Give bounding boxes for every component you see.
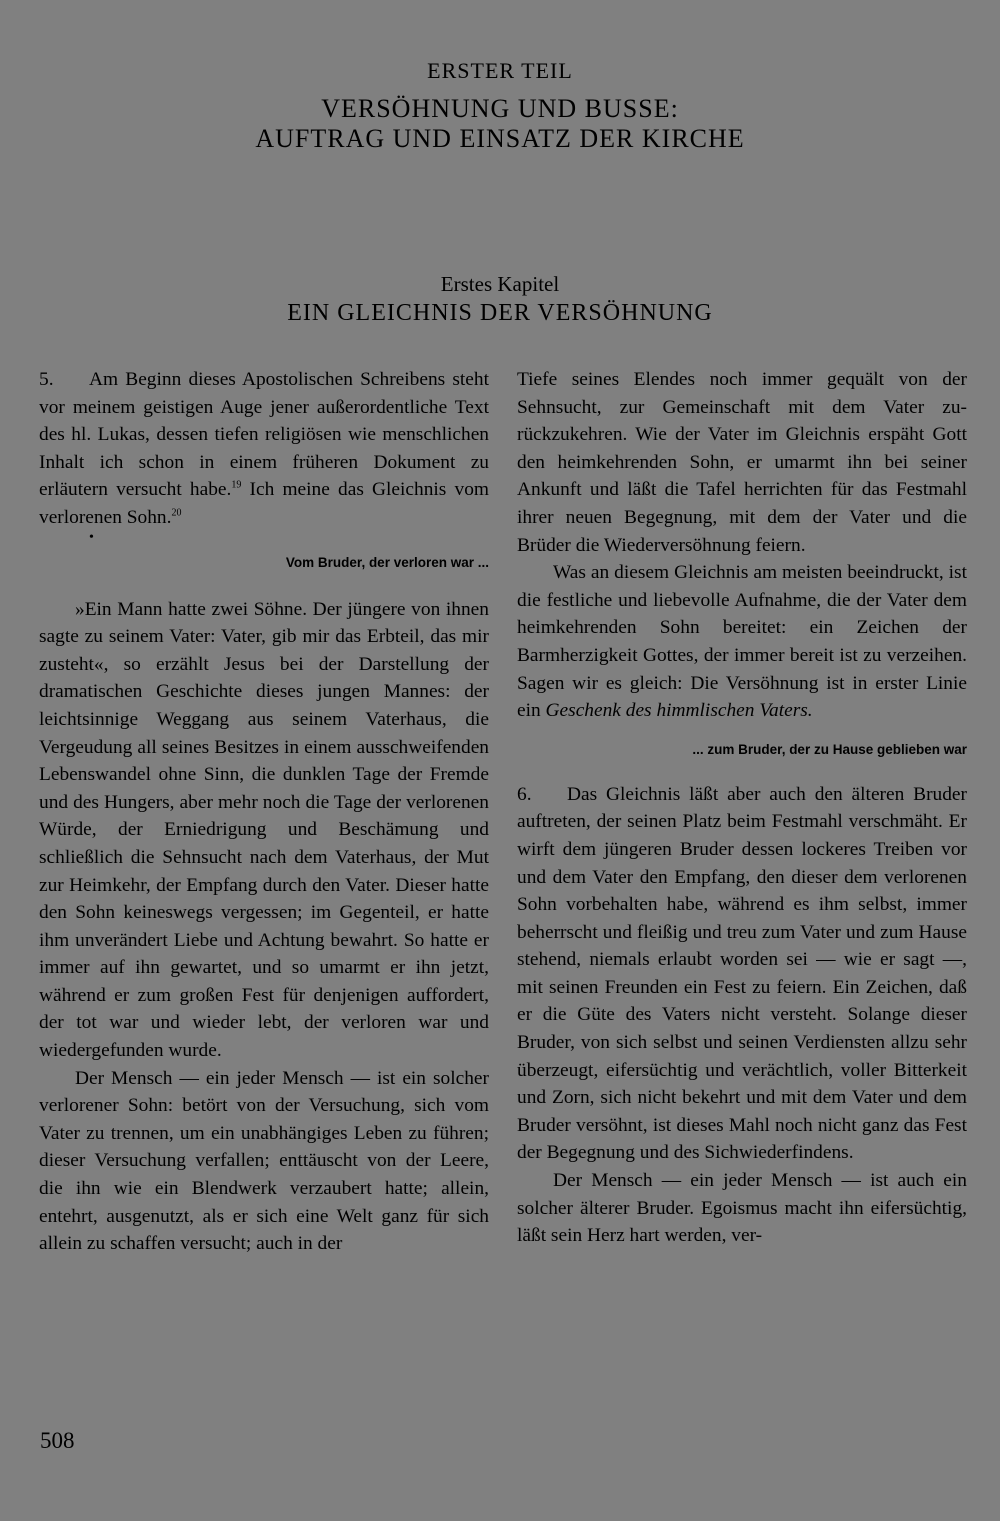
- footnote-ref: 20: [171, 507, 182, 519]
- paragraph: Der Mensch — ein jeder Mensch — ist ein solcher verlorener Sohn: betört von der Versuchung, sich vom Vater zu trennen, um ein unabhängiges Leben zu führen; dieser Versuchung verfallen; enttäuscht von der Leere, die ihn wie ein Blendwerk verzaubert hatte; allein, entehrt, ausgenutzt, als er sich eine Welt ganz für sich allein zu schaffen versucht; auch in der: [39, 1067, 489, 1255]
- part-title: [0, 94, 1000, 154]
- left-column: [39, 366, 489, 1258]
- paragraph-text: Was an diesem Gleichnis am meisten beeindruckt, ist die festliche und liebevolle Aufnahme, die der Vater dem heimkehrenden Sohn bereitet: ein Zeichen der Barmherzigkeit Gottes, der immer bereit ist zu verzeihen. Sagen wir es gleich: Die Versöhnung ist in erster Linie ein: [517, 562, 967, 722]
- paragraph-6: [517, 781, 967, 1167]
- paragraph: Der Mensch — ein jeder Mensch — ist auch ein solcher älterer Bruder. Egoismus macht ihn eifersüchtig, läßt sein Herz hart werden, ver-: [517, 1170, 967, 1247]
- paragraph: »Ein Mann hatte zwei Söhne. Der jüngere von ihnen sagte zu seinem Vater: Vater, gib mir das Erbteil, das mir zusteht«, so erzählt Jesus bei der Darstellung der dramatischen Geschichte dieses jungen Mannes: der leichtsinnige Weggang aus seinem Vaterhaus, die Vergeudung all seines Besitzes in einem ausschweifenden Lebenswandel ohne Sinn, die dunklen Tage der Fremde und des Hungers, aber mehr noch die Tage der verlorenen Würde, der Erniedrigung und Beschämung und schließlich die Sehnsucht nach dem Vaterhaus, der Mut zur Heimkehr, der Empfang durch den Vater. Dieser hatte den Sohn keineswegs vergessen; im Gegenteil, er hatte ihm unverändert Liebe und Achtung bewahrt. So hatte er immer auf ihn gewartet, und so umarmt er ihn jetzt, während er zum großen Fest für denjenigen auffordert, der tot war und wieder lebt, der verloren war und wiedergefunden wurde.: [39, 598, 489, 1062]
- page-number: 508: [40, 1428, 75, 1453]
- chapter-title: EIN GLEICHNIS DER VERSÖHNUNG: [287, 300, 713, 326]
- paragraph-text: Am Beginn dieses Apostolischen Schreibens steht vor meinem geistigen Auge jener außerordentliche Text des hl. Lukas, dessen tiefen religiösen wie menschlichen Inhalt ich schon in einem früheren Dokument zu erläutern versucht habe.: [39, 369, 489, 501]
- footnote-ref: 19: [231, 479, 242, 491]
- paragraph-number: 6.: [517, 783, 532, 805]
- paragraph-text: Ich meine das Gleichnis vom verlorenen Sohn.: [39, 479, 489, 528]
- paragraph: Tiefe seines Elendes noch immer gequält von der Sehnsucht, zur Gemeinschaft mit dem Vater zurückzukehren. Wie der Vater im Gleichnis erspäht Gott den heimkehrenden Sohn, er umarmt ihn bei seiner Ankunft und läßt die Tafel herrichten für das Festmahl ihrer neuen Begegnung, mit dem der Vater und die Brüder die Wiederversöhnung feiern.: [517, 369, 967, 556]
- chapter-label: Erstes Kapitel: [440, 272, 560, 296]
- paragraph-number: 5.: [39, 369, 54, 390]
- right-column: [517, 366, 967, 1250]
- paragraph-text: Das Gleichnis läßt aber auch den älteren Bruder auftreten, der seinen Platz beim Festmahl verschmäht. Er wirft dem jüngeren Bruder dessen lockeres Treiben vor und dem Vater den Empfang, den dieser dem verlorenen Sohn vorbehalten habe, während es ihm selbst, immer beherrscht und fleißig und treu zum Vater und zum Hause stehend, niemals erlaubt worden sei — wie er sagt —, mit seinen Freunden ein Fest zu feiern. Ein Zeichen, daß er die Güte des Vaters nicht versteht. Solange dieser Bruder, von sich selbst und seinen Verdiensten allzu sehr überzeugt, eifersüchtig und verächtlich, voller Bitterkeit und Zorn, sich nicht bekehrt und mit dem Vater und dem Bruder versöhnt, ist dieses Mahl noch nicht ganz das Fest der Begegnung und des Sichwiederfindens.: [517, 783, 967, 1164]
- part-title-line-1: VERSÖHNUNG UND BUSSE:: [321, 94, 679, 123]
- paragraph: [517, 559, 967, 725]
- part-title-line-2: AUFTRAG UND EINSATZ DER KIRCHE: [255, 124, 745, 153]
- section-subheading: Vom Bruder, der verloren war ...: [285, 554, 489, 570]
- part-label: ERSTER TEIL: [427, 58, 573, 83]
- section-subheading: ... zum Bruder, der zu Hause geblieben war: [692, 741, 967, 757]
- emphasized-text: Geschenk des himmlischen Vaters.: [545, 700, 813, 722]
- bullet-mark: •: [89, 529, 94, 545]
- paragraph-5: [39, 366, 489, 532]
